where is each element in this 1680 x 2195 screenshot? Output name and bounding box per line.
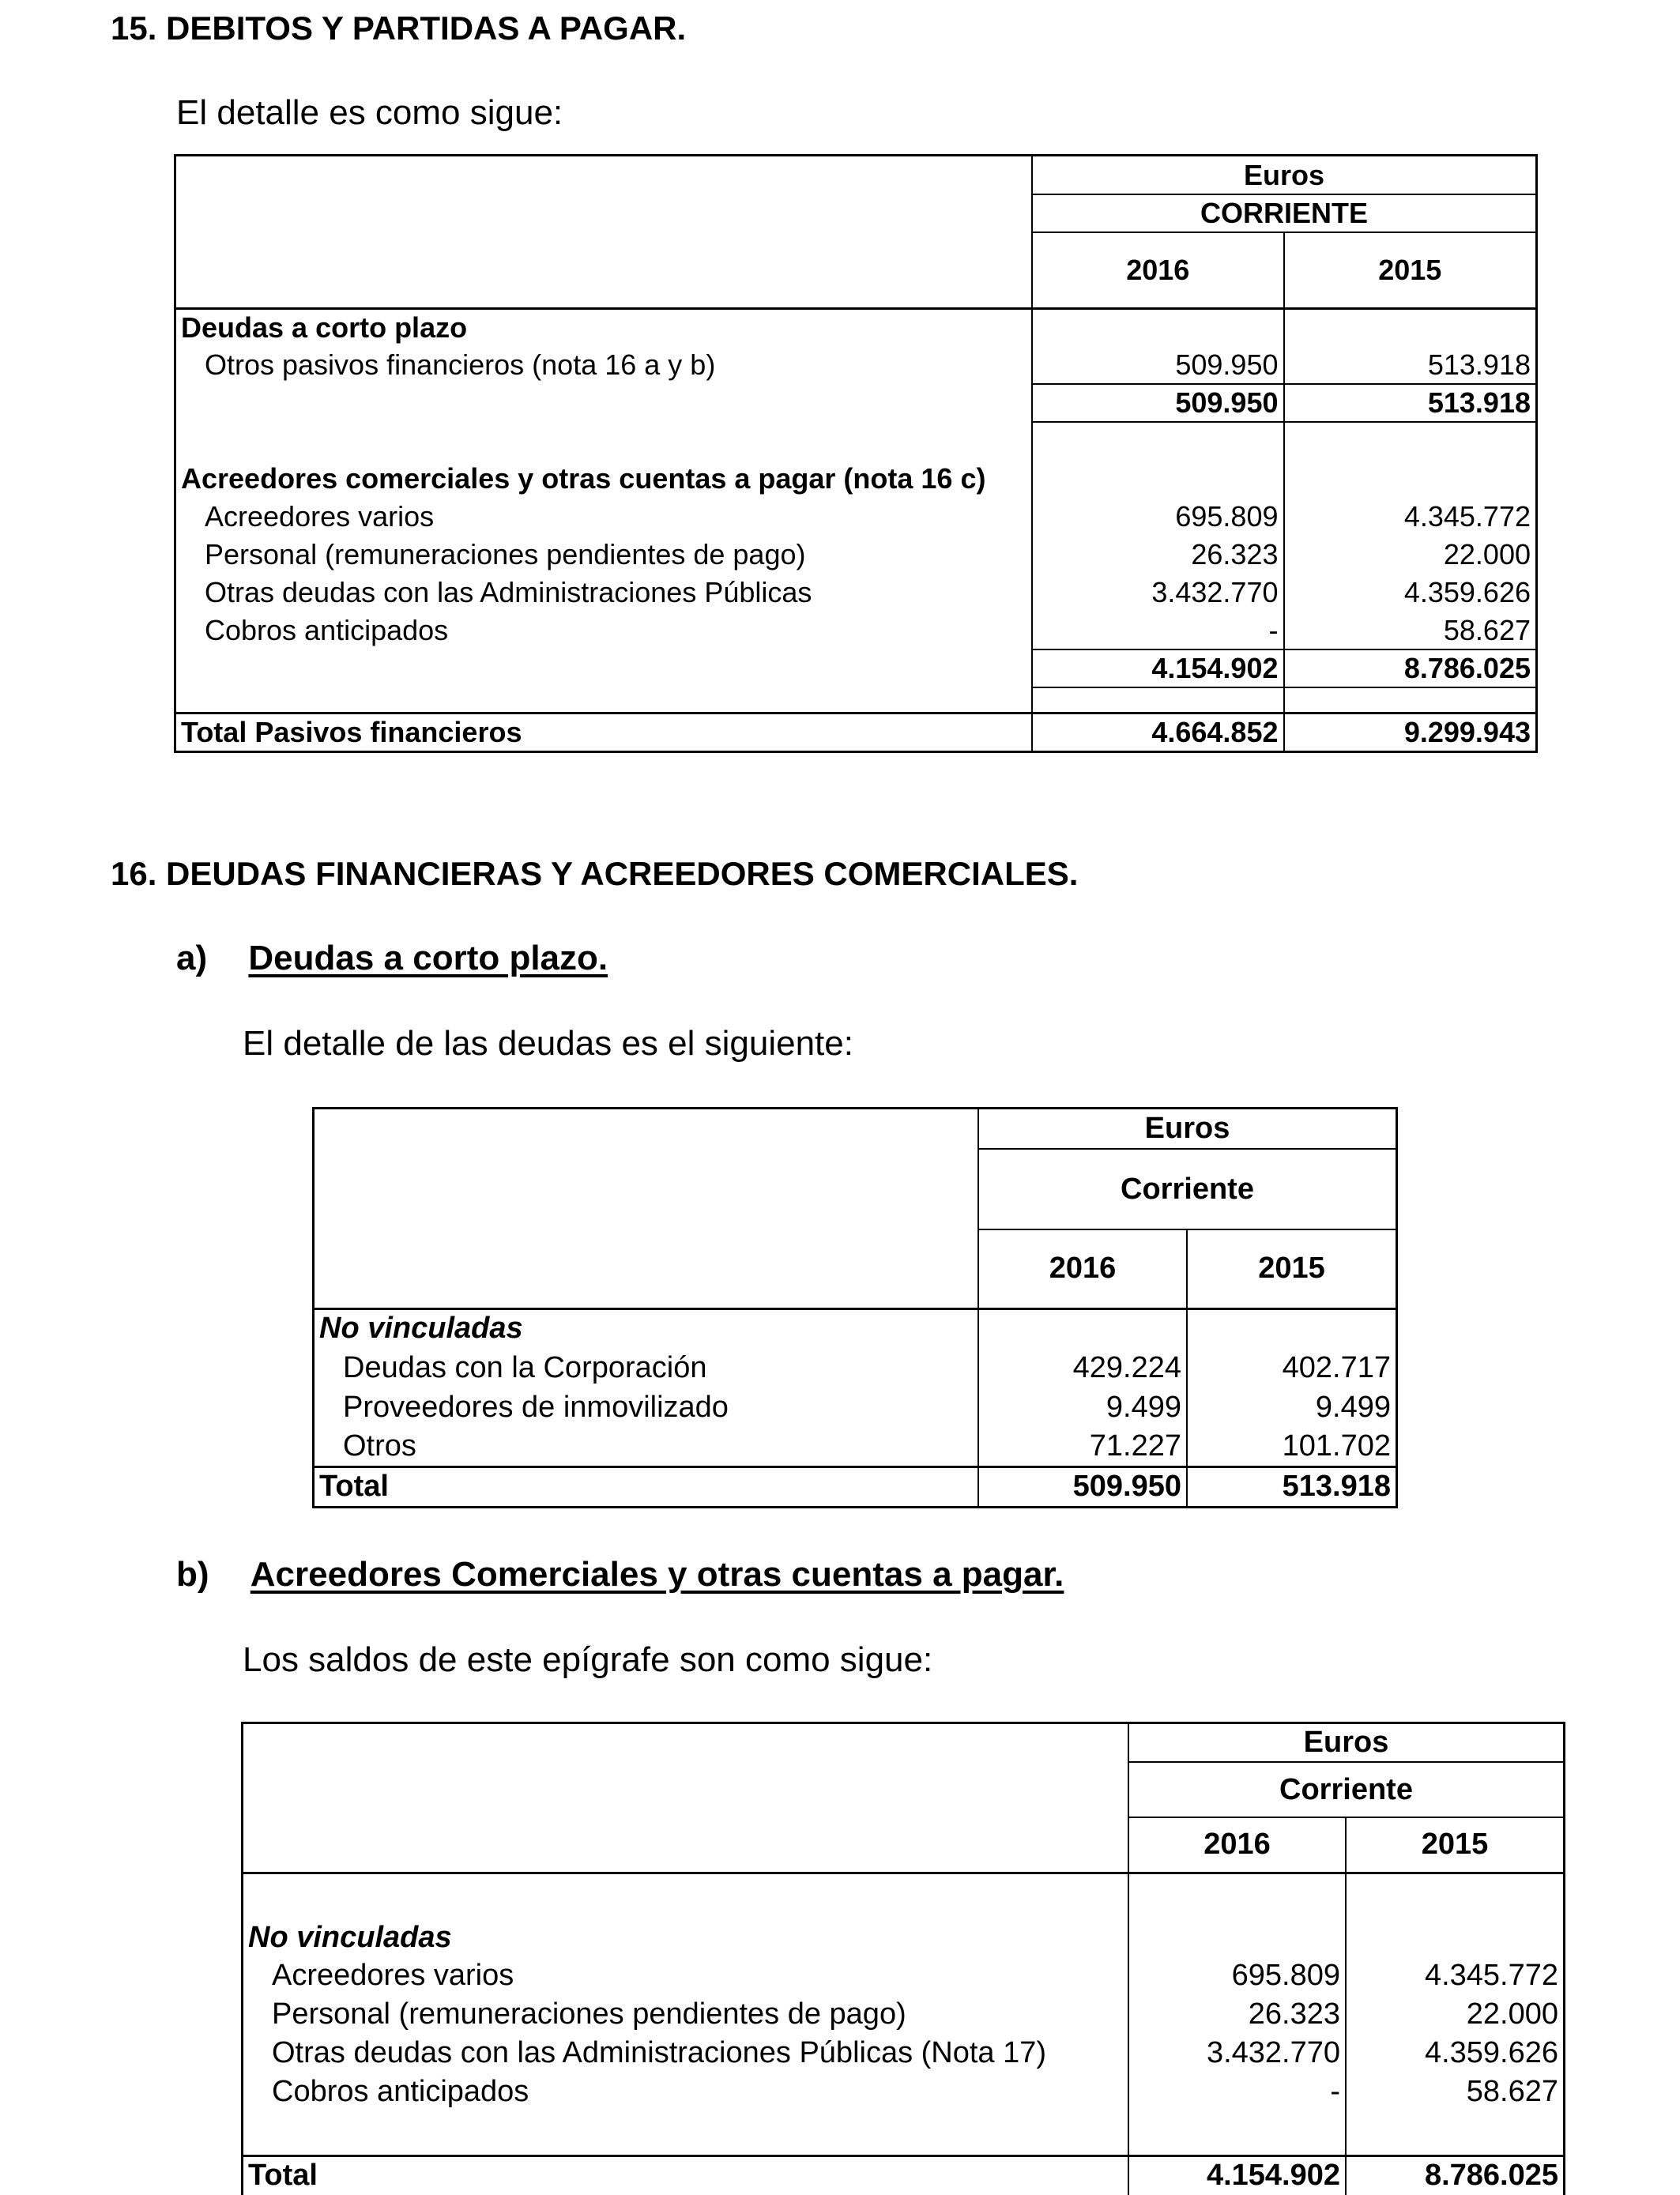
- table-row: [243, 2073, 1563, 2111]
- subtotal-2016: 4.154.902: [1032, 649, 1284, 687]
- table-row: [315, 1427, 1396, 1466]
- table-row: [176, 346, 1535, 384]
- cell-2015: 513.918: [1284, 346, 1536, 384]
- total-row: [176, 713, 1535, 751]
- total-row: [243, 2155, 1563, 2195]
- cell-2016: -: [1032, 612, 1284, 649]
- cell-2015: 4.359.626: [1346, 2034, 1563, 2073]
- row-label: Personal (remuneraciones pendientes de pago): [272, 1997, 906, 2031]
- subtotal-row: [176, 649, 1535, 687]
- total-label: Total: [315, 1466, 978, 1506]
- cell-2015: 22.000: [1346, 1995, 1563, 2034]
- subsection-b-intro: Los saldos de este epígrafe son como sigue:: [243, 1640, 933, 1679]
- cell-2016: 3.432.770: [1032, 574, 1284, 612]
- section-15-intro: El detalle es como sigue:: [176, 93, 563, 132]
- cell-2015: 58.627: [1284, 612, 1536, 649]
- total-2016: 509.950: [978, 1466, 1187, 1506]
- col-header-2015: 2015: [1284, 232, 1536, 308]
- subtotal-row: [176, 384, 1535, 422]
- header-group: CORRIENTE: [1032, 194, 1535, 232]
- section-16-title: 16. DEUDAS FINANCIERAS Y ACREEDORES COMERCIALES.: [111, 855, 1079, 892]
- subsection-a-title: Deudas a corto plazo.: [248, 939, 608, 977]
- col-header-2015: 2015: [1187, 1229, 1396, 1308]
- cell-2016: 429.224: [978, 1348, 1187, 1387]
- debitos-table: [176, 156, 1535, 751]
- table-row: [176, 498, 1535, 536]
- header-unit: Euros: [978, 1109, 1396, 1149]
- total-row: [315, 1466, 1396, 1506]
- row-label: Otros: [343, 1429, 416, 1463]
- row-label: Otros pasivos financieros (nota 16 a y b): [205, 348, 716, 381]
- subsection-a-marker: a): [176, 939, 208, 977]
- col-header-2015: 2015: [1346, 1817, 1563, 1873]
- cell-2015: 402.717: [1187, 1348, 1396, 1387]
- subsection-a-intro: El detalle de las deudas es el siguiente:: [243, 1024, 853, 1063]
- table-row: [176, 612, 1535, 649]
- row-label: Proveedores de inmovilizado: [343, 1390, 729, 1424]
- row-label: Acreedores varios: [205, 500, 435, 533]
- group-label: No vinculadas: [315, 1308, 978, 1348]
- total-2015: 513.918: [1187, 1466, 1396, 1506]
- subtotal-2015: 513.918: [1284, 384, 1536, 422]
- header-group: Corriente: [978, 1149, 1396, 1229]
- subsection-b-title: Acreedores Comerciales y otras cuentas a pagar.: [250, 1555, 1064, 1594]
- cell-2015: 4.345.772: [1284, 498, 1536, 536]
- total-label: Total Pasivos financieros: [176, 713, 1032, 751]
- subsection-a-heading: [176, 939, 608, 978]
- subtotal-2015: 8.786.025: [1284, 649, 1536, 687]
- cell-2016: 26.323: [1032, 536, 1284, 574]
- row-label: Cobros anticipados: [205, 614, 449, 646]
- table-row: [315, 1387, 1396, 1427]
- cell-2016: 3.432.770: [1128, 2034, 1346, 2073]
- table-row: [176, 536, 1535, 574]
- total-label: Total: [243, 2155, 1128, 2195]
- header-group: Corriente: [1128, 1762, 1563, 1817]
- table-row: [243, 1956, 1563, 1995]
- total-2015: 8.786.025: [1346, 2155, 1563, 2195]
- header-unit: Euros: [1032, 156, 1535, 194]
- row-label: Otras deudas con las Administraciones Públicas (Nota 17): [272, 2036, 1047, 2069]
- table-row: [243, 2034, 1563, 2073]
- cell-2016: 695.809: [1032, 498, 1284, 536]
- cell-2015: 22.000: [1284, 536, 1536, 574]
- deudas-corto-plazo-table: [315, 1109, 1396, 1506]
- total-2016: 4.664.852: [1032, 713, 1284, 751]
- cell-2015: 58.627: [1346, 2073, 1563, 2111]
- cell-2015: 101.702: [1187, 1427, 1396, 1466]
- cell-2016: 9.499: [978, 1387, 1187, 1427]
- row-label: Otras deudas con las Administraciones Públicas: [205, 576, 812, 608]
- table-row: [243, 1995, 1563, 2034]
- row-label: Acreedores varios: [272, 1959, 514, 1992]
- subsection-b-heading: [176, 1555, 1064, 1594]
- header-blank: [176, 156, 1032, 308]
- cell-2016: 26.323: [1128, 1995, 1346, 2034]
- cell-2015: 4.359.626: [1284, 574, 1536, 612]
- subtotal-2016: 509.950: [1032, 384, 1284, 422]
- header-unit: Euros: [1128, 1724, 1563, 1762]
- section-15-title: 15. DEBITOS Y PARTIDAS A PAGAR.: [111, 9, 687, 47]
- group-label: Deudas a corto plazo: [176, 308, 1032, 346]
- col-header-2016: 2016: [1128, 1817, 1346, 1873]
- cell-2016: 71.227: [978, 1427, 1187, 1466]
- col-header-2016: 2016: [1032, 232, 1284, 308]
- cell-2016: 695.809: [1128, 1956, 1346, 1995]
- group-label: No vinculadas: [248, 1920, 452, 1954]
- total-2015: 9.299.943: [1284, 713, 1536, 751]
- cell-2016: 509.950: [1032, 346, 1284, 384]
- group-label: Acreedores comerciales y otras cuentas a pagar (nota 16 c): [181, 462, 986, 495]
- row-label: Personal (remuneraciones pendientes de pago): [205, 538, 806, 570]
- row-label: Cobros anticipados: [272, 2075, 529, 2108]
- cell-2015: 9.499: [1187, 1387, 1396, 1427]
- acreedores-comerciales-table: [243, 1724, 1563, 2195]
- total-2016: 4.154.902: [1128, 2155, 1346, 2195]
- row-label: Deudas con la Corporación: [343, 1350, 707, 1384]
- cell-2015: 4.345.772: [1346, 1956, 1563, 1995]
- table-row: [315, 1348, 1396, 1387]
- cell-2016: -: [1128, 2073, 1346, 2111]
- col-header-2016: 2016: [978, 1229, 1187, 1308]
- table-row: [176, 574, 1535, 612]
- subsection-b-marker: b): [176, 1555, 209, 1594]
